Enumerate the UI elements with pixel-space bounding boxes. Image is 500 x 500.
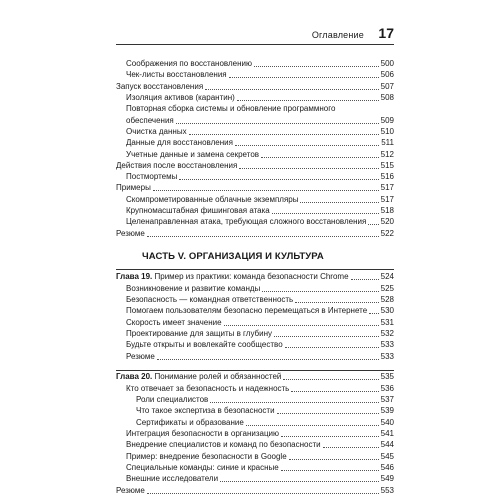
toc-entry[interactable]: Роли специалистов 537 [136,395,394,405]
toc-entry[interactable]: обеспечения 509 [126,115,394,125]
chapter-19-heading[interactable]: Глава 19. Пример из практики: команда безопасности Chrome 524 [116,272,394,282]
toc-entry[interactable]: Кто отвечает за безопасность и надежность 536 [126,383,394,393]
toc-entry-title: Внешние исследователи [126,474,219,484]
toc-entry[interactable]: Чек-листы восстановления 506 [126,70,394,80]
page-number: 17 [378,25,394,41]
leader-dots [220,481,379,482]
toc-entry-page: 545 [380,451,394,461]
toc-entry[interactable] [116,484,394,497]
leader-dots [289,459,379,460]
toc-entry[interactable]: Данные для восстановления 511 [126,138,394,148]
toc-entry-title: Специальные команды: синие и красные [126,463,279,472]
part-title: ЧАСТЬ V. ОРГАНИЗАЦИЯ И КУЛЬТУРА [142,251,324,263]
toc-entry[interactable]: Примеры 517 [116,183,394,193]
toc-entry-page: 549 [380,474,394,484]
toc-entry[interactable]: Резюме 533 [126,351,394,361]
toc-entry-title: Пример: внедрение безопасности в Google [126,451,287,461]
toc-entry[interactable]: Что такое экспертиза в безопасности 539 [136,406,394,416]
chapter-label: Глава 19. [116,272,153,282]
chapter-label: Глава 20. [116,372,153,382]
chapter-20-heading[interactable]: Глава 20. Понимание ролей и обязанностей 535 [116,372,394,382]
toc-entry[interactable]: Интеграция безопасности в организацию 541 [126,429,394,439]
toc-entry[interactable]: Будьте открыты и вовлекайте сообщество 533 [126,340,394,350]
toc-entry-title: Резюме [116,485,145,495]
toc-entry[interactable]: Соображения по восстановлению 500 [126,59,394,68]
toc-entry[interactable]: Постмортемы 516 [126,172,394,182]
toc-entry[interactable]: Безопасность — командная ответственность 528 [126,295,394,305]
toc-entry[interactable]: Действия после восстановления 515 [116,160,394,170]
leader-dots [147,493,379,494]
toc-entry-page: 546 [380,463,394,472]
toc-entry-continued[interactable]: Повторная сборка системы и обновление программного [126,104,336,114]
toc-entry-page: 553 [380,485,394,495]
toc-entry[interactable]: Скомпрометированные облачные экземпляры 517 [126,194,394,204]
toc-entry-title: Внедрение специалистов и команд по безопасности [126,440,321,450]
toc-entry-page: 544 [380,440,394,450]
toc-entry[interactable]: Очистка данных 510 [126,126,394,136]
toc-entry[interactable]: Целенаправленная атака, требующая сложного восстановления 520 [126,217,394,227]
toc-entry[interactable]: Изоляция активов (карантин) 508 [126,92,394,102]
toc-entry[interactable]: Крупномасштабная фишинговая атака 518 [126,206,394,216]
toc-entry[interactable]: Запуск восстановления 507 [116,81,394,91]
leader-dots [323,447,379,448]
toc-entry[interactable]: Проектирование для защиты в глубину 532 [126,329,394,338]
toc-entry[interactable]: Возникновение и развитие команды 525 [126,283,394,293]
toc-entry[interactable]: Помогаем пользователям безопасно перемещаться в Интернете 530 [126,306,394,316]
toc-entry[interactable]: Сертификаты и образование 540 [136,417,394,427]
page-header [116,24,394,45]
running-title: Оглавление [311,30,364,40]
leader-dots [281,470,379,471]
toc-entry[interactable]: Резюме 522 [116,228,394,238]
toc-entry[interactable]: Учетные данные и замена секретов 512 [126,149,394,159]
toc-entry[interactable]: Скорость имеет значение 531 [126,317,394,327]
